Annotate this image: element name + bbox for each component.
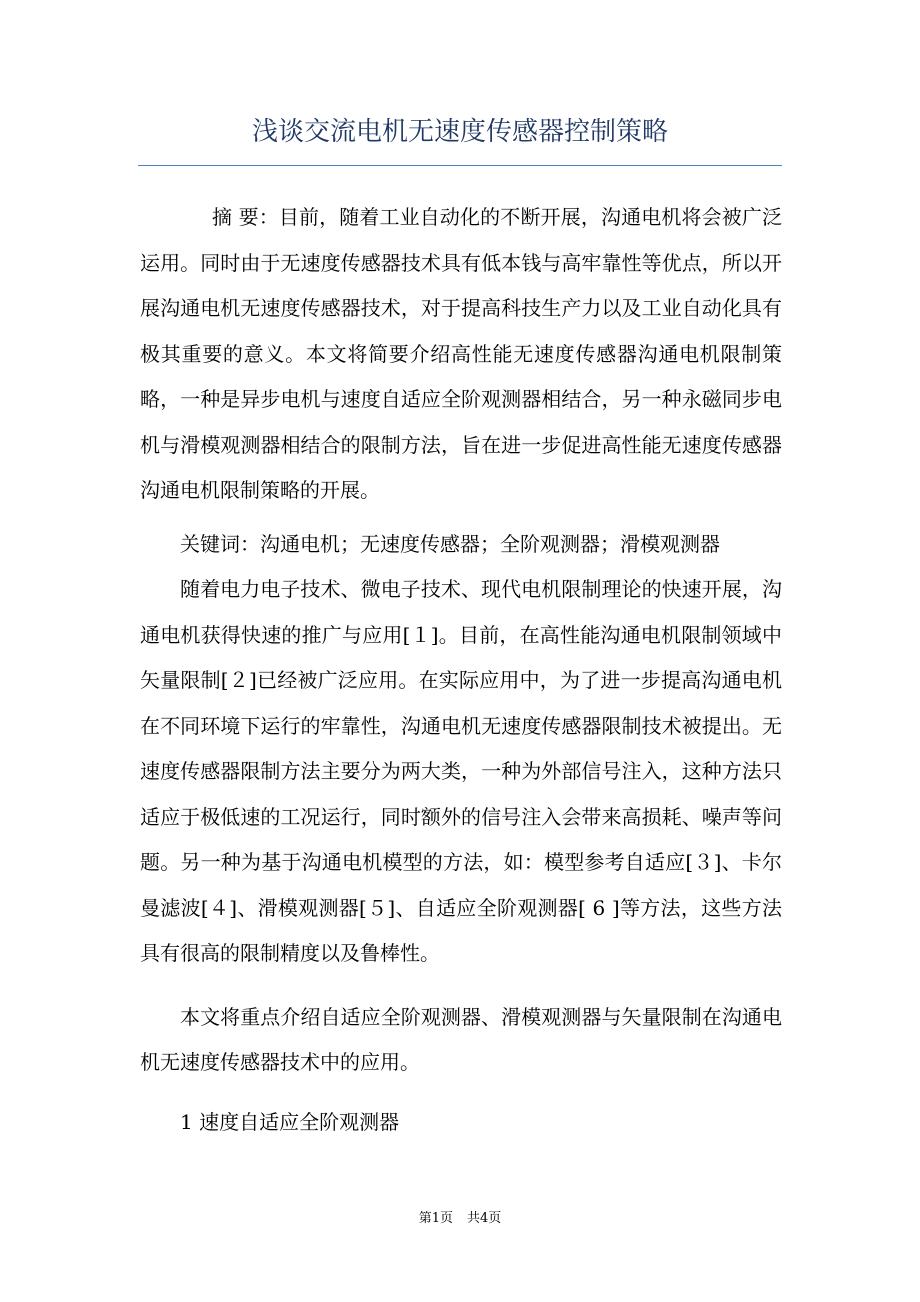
abstract-paragraph: 摘 要：目前，随着工业自动化的不断开展，沟通电机将会被广泛运用。同时由于无速度传感器技术具有低本钱与高牢靠性等优点，所以开展沟通电机无速度传感器技术，对于提高科技生产力以及工业自动化具有极其重要的意义。本文将简要介绍高性能无速度传感器沟通电机限制策略，一种是异步电机与速度自适应全阶观测器相结合，另一种永磁同步电机与滑模观测器相结合的限制方法，旨在进一步促进高性能无速度传感器沟通电机限制策略的开展。	[140, 205, 782, 502]
page-total: 共4页	[467, 1211, 502, 1226]
title-divider	[138, 165, 782, 166]
body-paragraph-2: 本文将重点介绍自适应全阶观测器、滑模观测器与矢量限制在沟通电机无速度传感器技术中的应用。	[140, 1004, 782, 1074]
page-footer	[0, 1207, 920, 1226]
document-body	[140, 195, 782, 1145]
document-title: 浅谈交流电机无速度传感器控制策略	[251, 117, 668, 147]
section-heading: 1 速度自适应全阶观测器	[180, 1109, 400, 1134]
keywords-line: 关键词：沟通电机；无速度传感器；全阶观测器；滑模观测器	[180, 531, 720, 556]
page-number: 第1页	[418, 1211, 453, 1226]
body-paragraph-1: 随着电力电子技术、微电子技术、现代电机限制理论的快速开展，沟通电机获得快速的推广与应用[１]。目前，在高性能沟通电机限制领域中矢量限制[２]已经被广泛应用。在实际应用中，为了进一步提高沟通电机在不同环境下运行的牢靠性，沟通电机无速度传感器限制技术被提出。无速度传感器限制方法主要分为两大类，一种为外部信号注入，这种方法只适应于极低速的工况运行，同时额外的信号注入会带来高损耗、噪声等问题。另一种为基于沟通电机模型的方法，如：模型参考自适应[３]、卡尔曼滤波[４]、滑模观测器[５]、自适应全阶观测器[ 6 ]等方法，这些方法具有很高的限制精度以及鲁棒性。	[140, 577, 782, 965]
